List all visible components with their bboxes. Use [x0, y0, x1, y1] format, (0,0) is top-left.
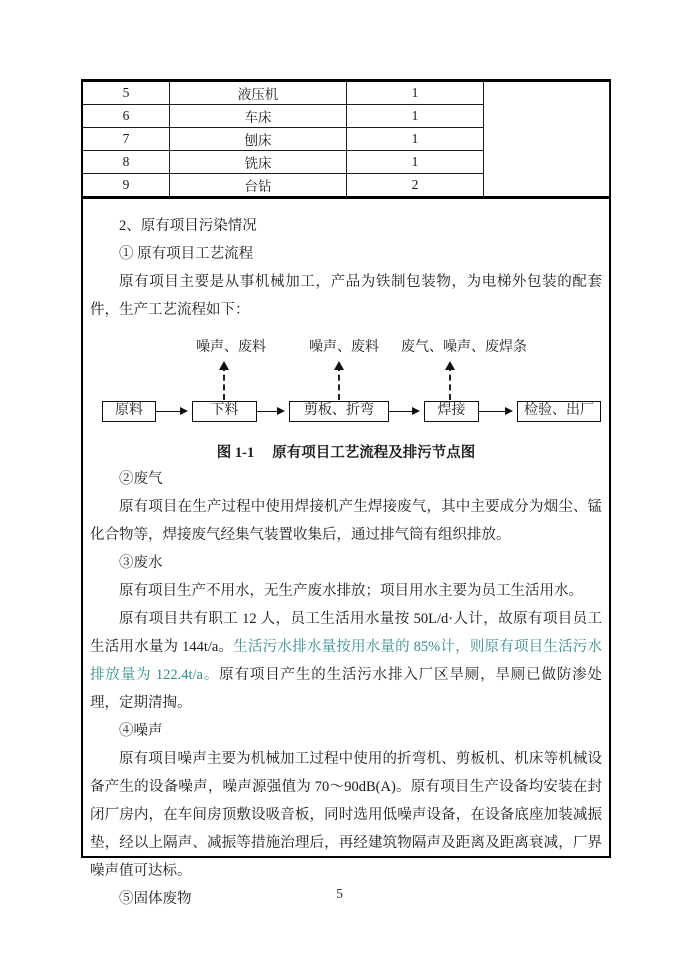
- cell-no: 7: [83, 128, 170, 151]
- remark-cell-empty: [484, 82, 610, 198]
- process-box-blanking: 下料: [192, 401, 257, 422]
- flow-arrow-icon: [389, 411, 418, 412]
- heading-gas: ②废气: [119, 471, 163, 487]
- emission-label-blanking: 噪声、废料: [196, 340, 266, 355]
- cell-qty: 1: [347, 128, 484, 151]
- figure-label: 图 1-1: [216, 445, 255, 461]
- equipment-table: [83, 82, 610, 199]
- cell-no: 9: [83, 174, 170, 198]
- emission-arrow-icon: [223, 365, 225, 400]
- cell-name: 液压机: [170, 82, 347, 105]
- heading-process: ① 原有项目工艺流程: [119, 246, 254, 262]
- flow-arrow-icon: [156, 411, 186, 412]
- cell-name: 台钻: [170, 174, 347, 198]
- cell-name: 刨床: [170, 128, 347, 151]
- wastewater-highlight-text: 生活污水排水量按用水量的 85%计，则原有项目生活污水排放量为 122.4t/a。: [90, 639, 603, 683]
- emission-arrow-icon: [449, 365, 451, 400]
- process-box-inspection: 检验、出厂: [517, 401, 601, 422]
- heading-noise: ④噪声: [119, 723, 163, 739]
- cell-name: 车床: [170, 105, 347, 128]
- cell-no: 8: [83, 151, 170, 174]
- process-box-shear-bend: 剪板、折弯: [289, 401, 389, 422]
- cell-name: 铣床: [170, 151, 347, 174]
- heading-wastewater: ③废水: [119, 555, 163, 571]
- figure-caption: [90, 441, 602, 465]
- emission-arrow-icon: [338, 365, 340, 400]
- emission-label-welding: 废气、噪声、废焊条: [401, 340, 527, 355]
- heading-solid-waste: ⑤固体废物: [119, 891, 192, 907]
- body-text: [83, 199, 609, 913]
- cell-no: 5: [83, 82, 170, 105]
- para-gas: 原有项目在生产过程中使用焊接机产生焊接废气，其中主要成分为烟尘、锰化合物等，焊接废气经集气装置收集后，通过排气筒有组织排放。: [90, 499, 602, 543]
- cell-qty: 1: [347, 82, 484, 105]
- para-noise: 原有项目噪声主要为机械加工过程中使用的折弯机、剪板机、机床等机械设备产生的设备噪声，噪声源强值为 70～90dB(A)。原有项目生产设备均安装在封闭厂房内，在车间房顶敷设吸音板，同时选用低噪声设备，在设备底座加装减振垫，经以上隔声、减振等措施治理后，再经建筑物隔声及距离及距离衰减，厂界噪声值可达标。: [90, 751, 602, 879]
- flow-arrow-icon: [479, 411, 511, 412]
- process-flow-diagram: [90, 338, 602, 432]
- cell-qty: 2: [347, 174, 484, 198]
- flow-arrow-icon: [257, 411, 283, 412]
- table-row: [83, 82, 610, 105]
- para-intro: 原有项目主要是从事机械加工，产品为铁制包装物，为电梯外包装的配套件，生产工艺流程如下：: [90, 274, 602, 318]
- para-wastewater-1: 原有项目生产不用水，无生产废水排放；项目用水主要为员工生活用水。: [119, 583, 583, 599]
- wastewater-text: 原有项目产生的生活污水排入厂区旱厕，旱厕已做防渗处理，定期清掏。: [90, 667, 602, 711]
- cell-no: 6: [83, 105, 170, 128]
- process-box-raw-material: 原料: [102, 401, 156, 422]
- heading-pollution: 2、原有项目污染情况: [119, 218, 257, 234]
- emission-label-shearing: 噪声、废料: [309, 340, 379, 355]
- wastewater-text: 原有项目共有职工 12 人，员工生活用水量按 50L/d·人计，故原有项目员工生活用水量为 144t/a。: [90, 611, 602, 655]
- page-number: 5: [336, 886, 343, 901]
- process-box-welding: 焊接: [424, 401, 479, 422]
- cell-qty: 1: [347, 105, 484, 128]
- content-frame: [81, 79, 611, 907]
- figure-title: 原有项目工艺流程及排污节点图: [272, 445, 476, 461]
- cell-qty: 1: [347, 151, 484, 174]
- para-wastewater-2: [90, 605, 602, 717]
